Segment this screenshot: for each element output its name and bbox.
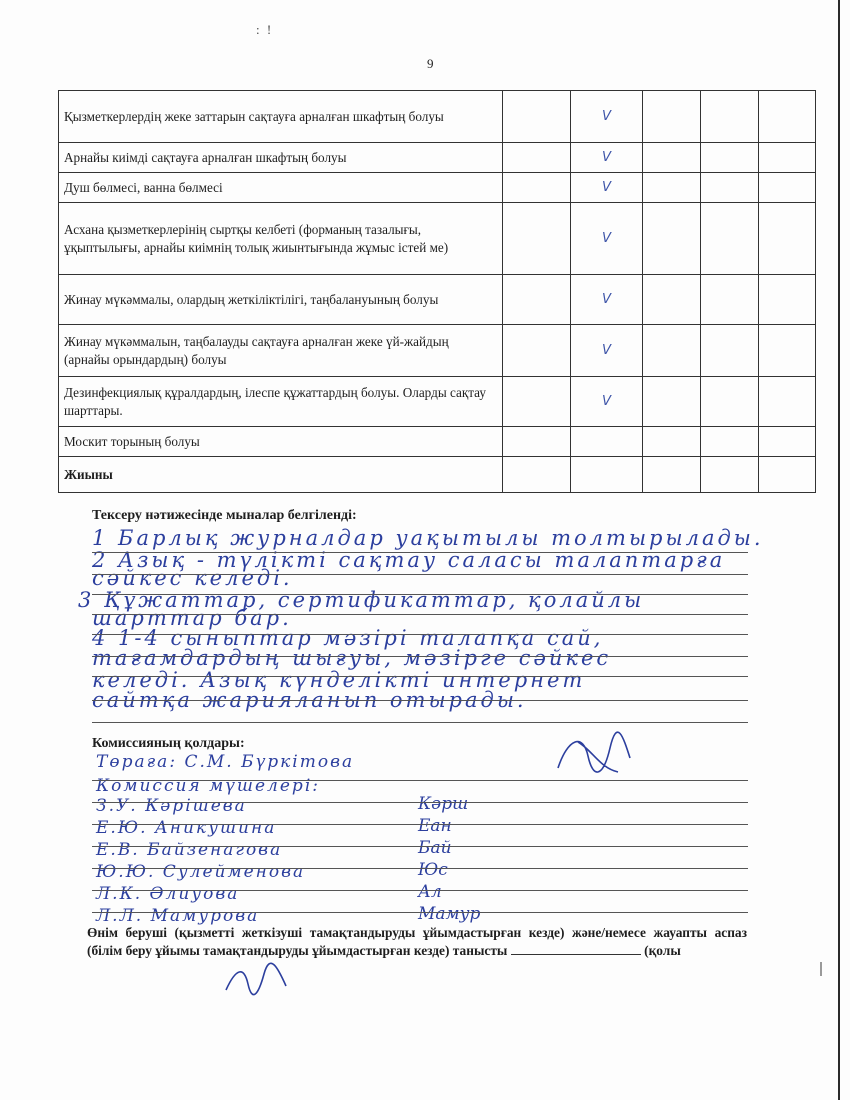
ruled-line: [92, 552, 748, 553]
members-label: Комиссия мүшелері:: [96, 776, 320, 796]
member-signature: Еан: [418, 816, 452, 836]
empty-cell: [643, 91, 701, 143]
handwritten-finding-line: 3 Құжаттар, сертификаттар, қолайлы: [78, 588, 645, 612]
member-name: Е.Ю. Аникушина: [96, 818, 277, 838]
empty-cell: [759, 203, 816, 275]
compliance-check-mark: V: [571, 377, 643, 427]
empty-cell: [701, 143, 759, 173]
empty-cell: [643, 203, 701, 275]
empty-cell: [759, 173, 816, 203]
empty-cell: [759, 377, 816, 427]
handwritten-finding-line: сәйкес келеді.: [92, 566, 293, 590]
empty-cell: [701, 91, 759, 143]
member-name: Е.В. Байзенагова: [96, 840, 283, 860]
scan-marks: : !: [256, 22, 274, 37]
empty-cell: [759, 325, 816, 377]
empty-cell: [503, 325, 571, 377]
checklist-row: [59, 427, 816, 457]
ruled-line: [92, 634, 748, 635]
compliance-check-mark: [571, 427, 643, 457]
handwritten-finding-line: 1 Барлық журналдар уақытылы толтырылады.: [92, 526, 764, 550]
empty-cell: [701, 173, 759, 203]
handwritten-finding-line: келеді. Азық күнделікті интернет: [92, 668, 586, 692]
ruled-line: [92, 574, 748, 575]
checklist-row: [59, 377, 816, 427]
ruled-line: [92, 656, 748, 657]
empty-cell: [701, 377, 759, 427]
empty-cell: [701, 203, 759, 275]
empty-cell: [643, 427, 701, 457]
checklist-item-label: Асхана қызметкерлерінің сыртқы келбеті (форманың тазалығы, ұқыптылығы, арнайы киімнің толық жиынтығында жұмыс істей ме): [59, 203, 503, 275]
empty-cell: [701, 275, 759, 325]
checklist-row: [59, 203, 816, 275]
checklist-item-label: Душ бөлмесі, ванна бөлмесі: [59, 173, 503, 203]
handwritten-finding-line: 2 Азық - түлікті сақтау саласы талаптарға: [92, 548, 726, 572]
empty-cell: [759, 91, 816, 143]
signature-blank[interactable]: [511, 944, 641, 955]
empty-cell: [759, 275, 816, 325]
checklist-total-row: [59, 457, 816, 493]
checklist-item-label: Арнайы киімді сақтауға арналған шкафтың болуы: [59, 143, 503, 173]
compliance-check-mark: V: [571, 173, 643, 203]
ruled-line: [92, 912, 748, 913]
checklist-row: [59, 173, 816, 203]
findings-title: Тексеру нәтижесінде мыналар белгіленді:: [92, 508, 357, 523]
empty-cell: [503, 91, 571, 143]
empty-cell: [643, 173, 701, 203]
page-number: 9: [427, 56, 434, 71]
empty-cell: [503, 203, 571, 275]
total-label: Жиыны: [59, 457, 503, 493]
checklist-row: [59, 143, 816, 173]
checklist-row: [59, 91, 816, 143]
empty-cell: [701, 325, 759, 377]
member-signature: Мамур: [418, 904, 481, 924]
ruled-line: [92, 824, 748, 825]
checklist-item-label: Жинау мүкәммалы, олардың жеткіліктілігі, таңбалануының болуы: [59, 275, 503, 325]
ruled-line: [92, 722, 748, 723]
empty-cell: [643, 275, 701, 325]
ruled-line: [92, 594, 748, 595]
empty-cell: [503, 377, 571, 427]
empty-cell: [701, 427, 759, 457]
member-name: З.У. Кәрішева: [96, 796, 247, 816]
compliance-check-mark: V: [571, 203, 643, 275]
checklist-item-label: Дезинфекциялық құралдардың, ілеспе құжаттардың болуы. Оларды сақтау шарттары.: [59, 377, 503, 427]
empty-cell: [701, 457, 759, 493]
ruled-line: [92, 890, 748, 891]
scan-edge-mark: [820, 962, 822, 976]
handwritten-finding-line: сайтқа жарияланып отырады.: [92, 688, 527, 712]
chair-signature-mark: [548, 728, 638, 784]
ruled-line: [92, 700, 748, 701]
handwritten-finding-line: тағамдардың шығуы, мәзірге сәйкес: [92, 646, 612, 670]
page-edge: [838, 0, 840, 1100]
empty-cell: [503, 275, 571, 325]
ruled-line: [92, 614, 748, 615]
compliance-check-mark: V: [571, 325, 643, 377]
ruled-line: [92, 868, 748, 869]
checklist-table: [58, 90, 816, 493]
empty-cell: [503, 427, 571, 457]
chair-name: Төраға: С.М. Бүркітова: [96, 752, 355, 772]
empty-cell: [643, 325, 701, 377]
acknowledgement-note: [87, 924, 747, 960]
checklist-item-label: Қызметкерлердің жеке заттарын сақтауға арналған шкафтың болуы: [59, 91, 503, 143]
empty-cell: [503, 173, 571, 203]
empty-cell: [759, 143, 816, 173]
member-signature: Ал: [418, 882, 442, 902]
handwritten-finding-line: 4 1-4 сыныптар мәзірі талапқа сай,: [92, 626, 604, 650]
checklist-item-label: Жинау мүкәммалын, таңбалауды сақтауға арналған жеке үй-жайдың (арнайы орындардың) болуы: [59, 325, 503, 377]
checklist-row: [59, 325, 816, 377]
acknowledgement-text: Өнім беруші (қызметті жеткізуші тамақтандыруды ұйымдастырған кезде) және/немесе жауапты аспаз (білім беру ұйымы тамақтандыруды ұйымдастырған кезде) танысты: [87, 925, 747, 958]
member-signature: Бай: [418, 838, 452, 858]
commission-title: Комиссияның қолдары:: [92, 736, 245, 751]
member-signature: Юс: [418, 860, 448, 880]
empty-cell: [503, 143, 571, 173]
ruled-line: [92, 802, 748, 803]
member-name: Л.К. Әлиуова: [96, 884, 240, 904]
handwritten-finding-line: шарттар бар.: [92, 606, 292, 630]
compliance-check-mark: V: [571, 275, 643, 325]
member-signature: Кәрш: [418, 794, 469, 814]
ruled-line: [92, 780, 748, 781]
compliance-check-mark: V: [571, 91, 643, 143]
empty-cell: [643, 457, 701, 493]
supplier-signature-mark: [222, 962, 292, 998]
signature-suffix: (қолы: [644, 943, 681, 958]
ruled-line: [92, 846, 748, 847]
empty-cell: [643, 377, 701, 427]
member-name: Ю.Ю. Сулейменова: [96, 862, 306, 882]
empty-cell: [503, 457, 571, 493]
member-name: Л.Л. Мамурова: [96, 906, 260, 926]
empty-cell: [643, 143, 701, 173]
empty-cell: [759, 427, 816, 457]
ruled-line: [92, 676, 748, 677]
checklist-item-label: Москит торының болуы: [59, 427, 503, 457]
empty-cell: [759, 457, 816, 493]
empty-cell: [571, 457, 643, 493]
compliance-check-mark: V: [571, 143, 643, 173]
checklist-row: [59, 275, 816, 325]
